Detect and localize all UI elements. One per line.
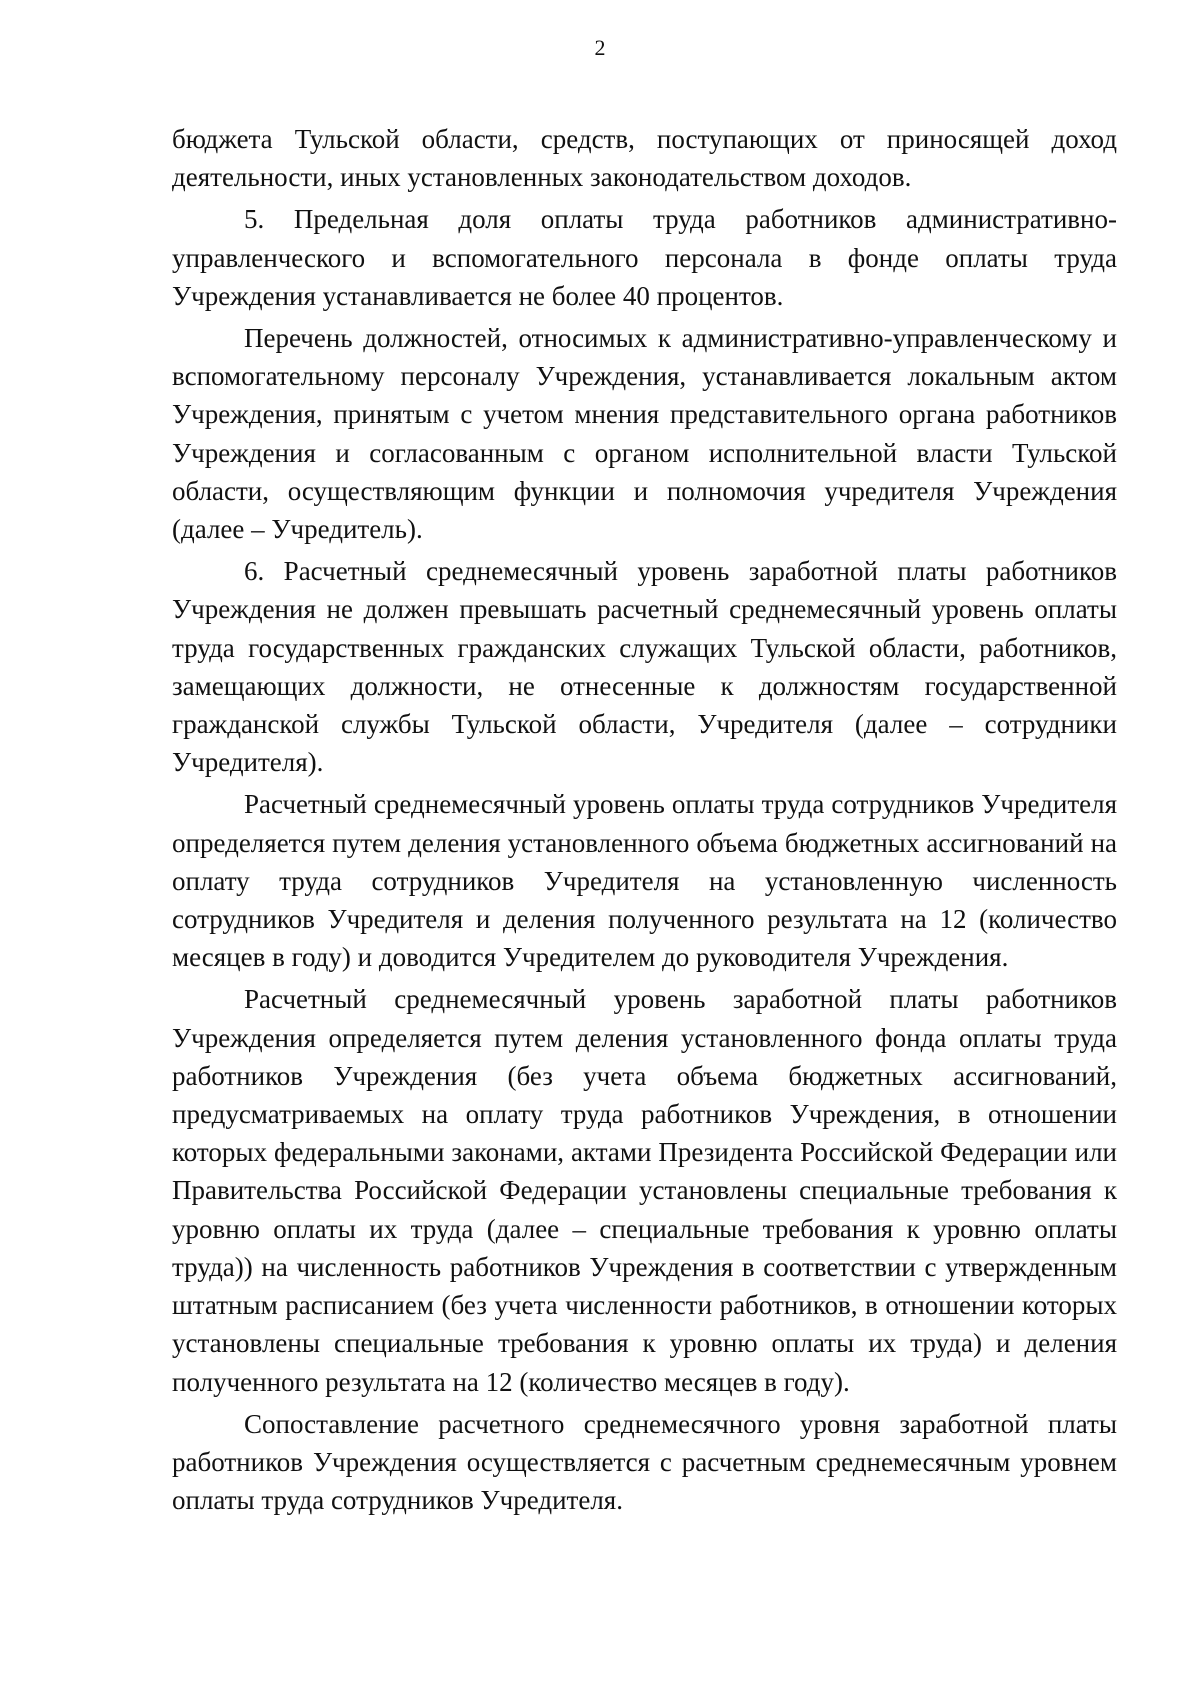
document-body	[172, 120, 1117, 1523]
paragraph-positions-list: Перечень должностей, относимых к административно-управленческому и вспомогательному персоналу Учреждения, устанавливается локальным актом Учреждения, принятым с учетом мнения представительного органа работников Учреждения и согласованным с органом исполнительной власти Тульской области, осуществляющим функции и полномочия учредителя Учреждения (далее – Учредитель).	[172, 323, 1117, 545]
paragraph-comparison: Сопоставление расчетного среднемесячного уровня заработной платы работников Учреждения осуществляется с расчетным среднемесячным уровнем оплаты труда сотрудников Учредителя.	[172, 1408, 1117, 1516]
paragraph-item-5: 5. Предельная доля оплаты труда работников административно-управленческого и вспомогательного персонала в фонде оплаты труда Учреждения устанавливается не более 40 процентов.	[172, 204, 1117, 311]
paragraph-founder-salary-level: Расчетный среднемесячный уровень оплаты труда сотрудников Учредителя определяется путем деления установленного объема бюджетных ассигнований на оплату труда сотрудников Учредителя на установленную численность сотрудников Учредителя и деления полученного результата на 12 (количество месяцев в году) и доводится Учредителем до руководителя Учреждения.	[172, 789, 1117, 973]
page-number: 2	[594, 35, 606, 60]
paragraph-institution-salary-level: Расчетный среднемесячный уровень заработной платы работников Учреждения определяется путем деления установленного фонда оплаты труда работников Учреждения (без учета объема бюджетных ассигнований, предусматриваемых на оплату труда работников Учреждения, в отношении которых федеральными законами, актами Президента Российской Федерации или Правительства Российской Федерации установлены специальные требования к уровню оплаты их труда (далее – специальные требования к уровню оплаты труда)) на численность работников Учреждения в соответствии с утвержденным штатным расписанием (без учета численности работников, в отношении которых установлены специальные требования к уровню оплаты их труда) и деления полученного результата на 12 (количество месяцев в году).	[172, 984, 1117, 1397]
paragraph-item-6: 6. Расчетный среднемесячный уровень заработной платы работников Учреждения не должен превышать расчетный среднемесячный уровень оплаты труда государственных гражданских служащих Тульской области, работников, замещающих должности, не отнесенные к должностям государственной гражданской службы Тульской области, Учредителя (далее – сотрудники Учредителя).	[172, 556, 1117, 778]
paragraph-budget-continuation: бюджета Тульской области, средств, поступающих от приносящей доход деятельности, иных установленных законодательством доходов.	[172, 124, 1117, 193]
